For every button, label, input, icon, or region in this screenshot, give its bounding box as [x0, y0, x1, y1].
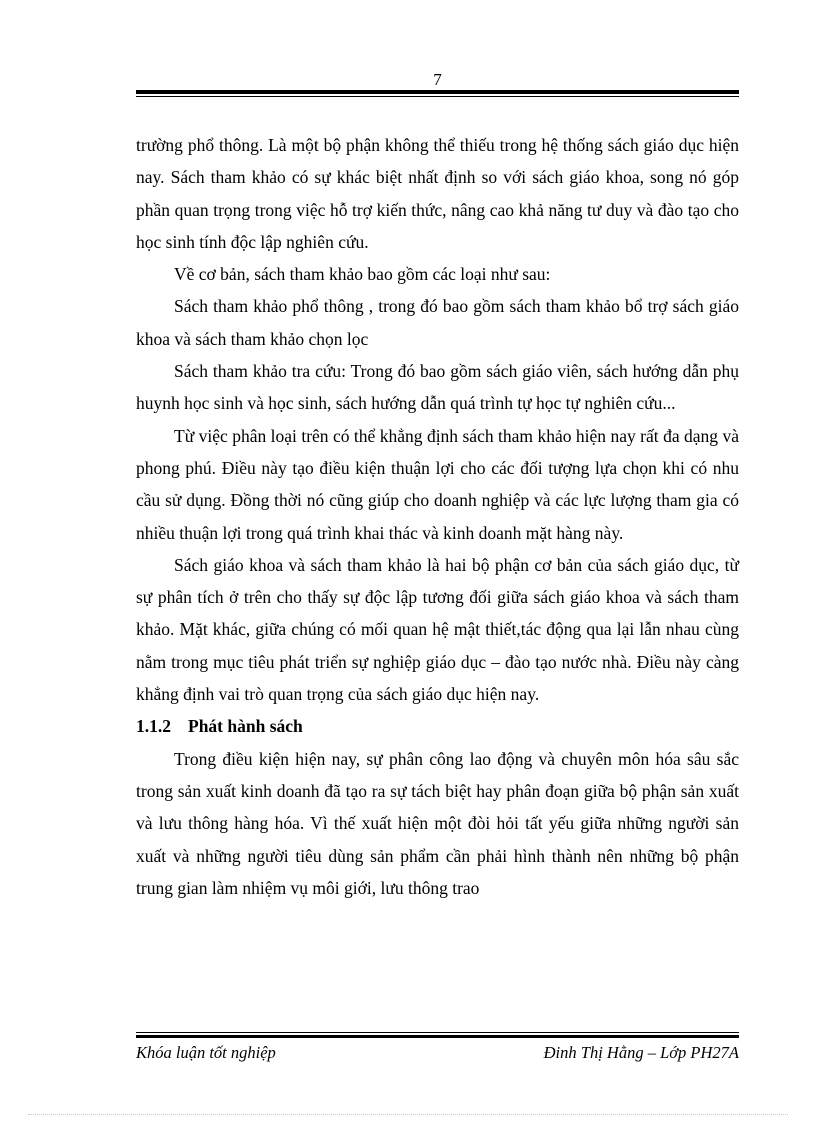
paragraph-classification: Từ việc phân loại trên có thể khẳng định sách tham khảo hiện nay rất đa dạng và phong phú. Điều này tạo điều kiện thuận lợi cho các đối tượng lựa chọn khi có nhu cầu sử dụng. Đồng thời nó cũng giúp cho doanh nghiệp và các lực lượng tham gia có nhiều thuận lợi trong quá trình khai thác và kinh doanh mặt hàng này. [136, 425, 739, 543]
paragraph-general-reference: Sách tham khảo phổ thông , trong đó bao gồm sách tham khảo bổ trợ sách giáo khoa và sách tham khảo chọn lọc [136, 296, 739, 349]
paragraph-continued: trường phổ thông. Là một bộ phận không thể thiếu trong hệ thống sách giáo dục hiện nay. Sách tham khảo có sự khác biệt nhất định so với sách giáo khoa, song nó góp phần quan trọng trong việc hỗ trợ kiến thức, nâng cao khả năng tư duy và đào tạo cho học sinh tính độc lập nghiên cứu. [136, 135, 739, 252]
page-number: 7 [433, 70, 442, 89]
footer-rule [136, 1035, 739, 1038]
section-heading [136, 710, 739, 742]
footer-rule-thin [136, 1032, 739, 1033]
paragraph-lookup-reference: Sách tham khảo tra cứu: Trong đó bao gồm sách giáo viên, sách hướng dẫn phụ huynh học sinh và học sinh, sách hướng dẫn quá trình tự học tự nghiên cứu... [136, 361, 739, 414]
paragraph-distribution: Trong điều kiện hiện nay, sự phân công lao động và chuyên môn hóa sâu sắc trong sản xuất kinh doanh đã tạo ra sự tách biệt hay phân đoạn giữa bộ phận sản xuất và lưu thông hàng hóa. Vì thế xuất hiện một đòi hỏi tất yếu giữa những người sản xuất và những người tiêu dùng sản phẩm cần phải hình thành nên những bộ phận trung gian làm nhiệm vụ môi giới, lưu thông trao [136, 748, 739, 898]
header-rule-thin [136, 96, 739, 97]
footer-author-class: Đinh Thị Hằng – Lớp PH27A [543, 1043, 739, 1062]
section-title: Phát hành sách [188, 716, 303, 737]
page-boundary-dots [28, 1114, 788, 1115]
body-text [136, 129, 739, 904]
section-number: 1.1.2 [136, 716, 171, 737]
paragraph-relationship: Sách giáo khoa và sách tham khảo là hai bộ phận cơ bản của sách giáo dục, từ sự phân tích ở trên cho thấy sự độc lập tương đối giữa sách giáo khoa và sách tham khảo. Mặt khác, giữa chúng có mối quan hệ mật thiết,tác động qua lại lẫn nhau cùng nằm trong mục tiêu phát triển sự nghiệp giáo dục – đào tạo nước nhà. Điều này càng khẳng định vai trò quan trọng của sách giáo dục hiện nay. [136, 554, 739, 705]
footer-thesis-label: Khóa luận tốt nghiệp [136, 1043, 276, 1062]
paragraph-intro-types: Về cơ bản, sách tham khảo bao gồm các loại như sau: [174, 264, 551, 285]
header-rule [136, 90, 739, 94]
